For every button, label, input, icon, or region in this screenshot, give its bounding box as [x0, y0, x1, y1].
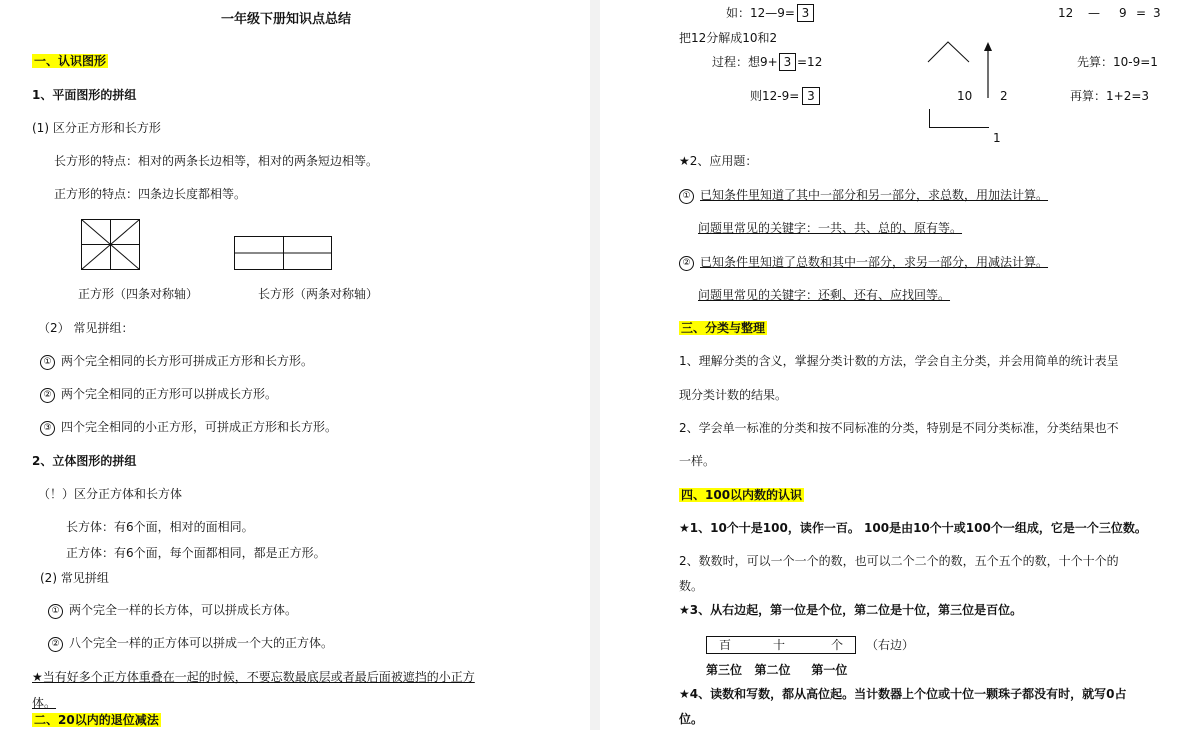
answer-box: 3	[802, 87, 820, 105]
page-gutter	[590, 0, 600, 730]
first-step-text: 先算：10-9=1	[1077, 55, 1158, 69]
list-item: ① 两个完全一样的长方体，可以拼成长方体。	[48, 602, 297, 619]
result-text: 则12-9=	[750, 89, 800, 103]
cuboid-feature-text: 长方体：有6个面，相对的面相同。	[66, 520, 254, 534]
classification-point-2-line-1: 2、学会单一标准的分类和按不同标准的分类，特别是不同分类标准，分类结果也不	[679, 421, 1119, 435]
process-text: 过程：想9+	[712, 55, 778, 69]
number-point-1: ★1、10个十是100，读作一百。 100是由10个十或100个一组成，它是一个三位数。	[679, 521, 1147, 535]
list-item: ① 两个完全相同的长方形可拼成正方形和长方形。	[40, 353, 313, 370]
process-suffix: =12	[797, 55, 823, 69]
rectangle-caption: 长方形（两条对称轴）	[258, 287, 379, 301]
equation-minus: —	[1088, 6, 1100, 20]
document-title: 一年级下册知识点总结	[221, 12, 352, 27]
number-point-3: ★3、从右边起，第一位是个位，第二位是十位，第三位是百位。	[679, 603, 1023, 617]
section-heading-numbers-100: 四、100以内数的认识	[681, 488, 803, 502]
section-heading-shapes: 一、认识图形	[34, 54, 107, 68]
right-page	[600, 0, 1190, 730]
difference-one: 1	[993, 131, 1001, 145]
place-positions-text: 第三位 第二位 第一位	[706, 663, 848, 677]
number-point-2-line-1: 2、数数时，可以一个一个的数，也可以二个二个的数，五个五个的数，十个十个的	[679, 554, 1119, 568]
tens-label: 十	[773, 638, 786, 652]
classification-point-2-line-2: 一样。	[679, 454, 716, 468]
section-heading-subtraction: 二、20以内的退位减法	[34, 713, 159, 727]
section-heading-classification: 三、分类与整理	[681, 321, 766, 335]
second-step-text: 再算：1+2=3	[1070, 89, 1150, 103]
classification-point-1-line-2: 现分类计数的结果。	[679, 388, 788, 402]
decompose-text: 把12分解成10和2	[679, 31, 778, 45]
decomposed-ten: 10	[957, 89, 973, 103]
rectangle-feature-text: 长方形的特点：相对的两条长边相等，相对的两条短边相等。	[54, 154, 379, 168]
ones-label: 个	[831, 638, 844, 652]
equation-equals: =	[1136, 6, 1147, 20]
square-feature-text: 正方形的特点：四条边长度都相等。	[54, 187, 247, 201]
square-caption: 正方形（四条对称轴）	[78, 287, 199, 301]
square-symmetry-figure	[81, 219, 141, 271]
list-item: ② 两个完全相同的正方形可以拼成长方形。	[40, 386, 277, 403]
decomposition-branch-lines	[928, 40, 972, 64]
subheading-plane-shapes: 1、平面图形的拼组	[32, 88, 137, 102]
equation-number: 12	[1058, 6, 1074, 20]
number-point-4-line-2: 位。	[679, 712, 704, 726]
answer-box: 3	[797, 4, 814, 22]
subheading-solid-shapes: 2、立体图形的拼组	[32, 454, 137, 468]
bracket-line	[929, 109, 991, 129]
list-item: ① 已知条件里知道了其中一部分和另一部分，求总数，用加法计算。	[679, 187, 1048, 204]
paragraph-cube-vs-cuboid: （！）区分正方体和长方体	[38, 487, 183, 501]
number-point-4-line-1: ★4、读数和写数，都从高位起。当计数器上个位或十位一颗珠子都没有时，就写0占	[679, 687, 1127, 701]
decomposed-two: 2	[1000, 89, 1008, 103]
list-item: ② 八个完全一样的正方体可以拼成一个大的正方体。	[48, 635, 333, 652]
paragraph-common-combinations: （2） 常见拼组：	[38, 321, 134, 335]
hundreds-label: 百	[719, 638, 732, 652]
place-value-table	[706, 636, 856, 654]
paragraph-common-combinations-3d: (2) 常见拼组	[40, 571, 109, 585]
rectangle-symmetry-figure	[234, 236, 333, 272]
number-point-2-line-2: 数。	[679, 579, 704, 593]
left-page	[0, 0, 590, 730]
list-item: ③ 四个完全相同的小正方形，可拼成正方形和长方形。	[40, 419, 337, 436]
equation-number: 9	[1119, 6, 1127, 20]
star-note-line-1: ★当有好多个正方体重叠在一起的时候，不要忘数最底层或者最后面被遮挡的小正方	[32, 670, 475, 684]
right-side-label: （右边）	[866, 638, 915, 652]
up-arrow-icon	[982, 42, 994, 100]
cube-feature-text: 正方体：有6个面，每个面都相同，都是正方形。	[66, 546, 326, 560]
answer-box: 3	[779, 53, 796, 71]
classification-point-1-line-1: 1、理解分类的含义，掌握分类计数的方法，学会自主分类，并会用简单的统计表呈	[679, 354, 1119, 368]
keywords-subtraction: 问题里常见的关键字：还剩、还有、应找回等。	[698, 288, 951, 302]
list-item: ② 已知条件里知道了总数和其中一部分，求另一部分，用减法计算。	[679, 254, 1048, 271]
example-equation-text: 如：12—9=	[726, 6, 795, 20]
subheading-word-problems: ★2、应用题：	[679, 154, 758, 168]
paragraph-square-vs-rectangle: (1) 区分正方形和长方形	[32, 121, 161, 135]
equation-number: 3	[1153, 6, 1161, 20]
star-note-line-2: 体。	[32, 696, 57, 710]
keywords-addition: 问题里常见的关键字：一共、共、总的、原有等。	[698, 221, 963, 235]
